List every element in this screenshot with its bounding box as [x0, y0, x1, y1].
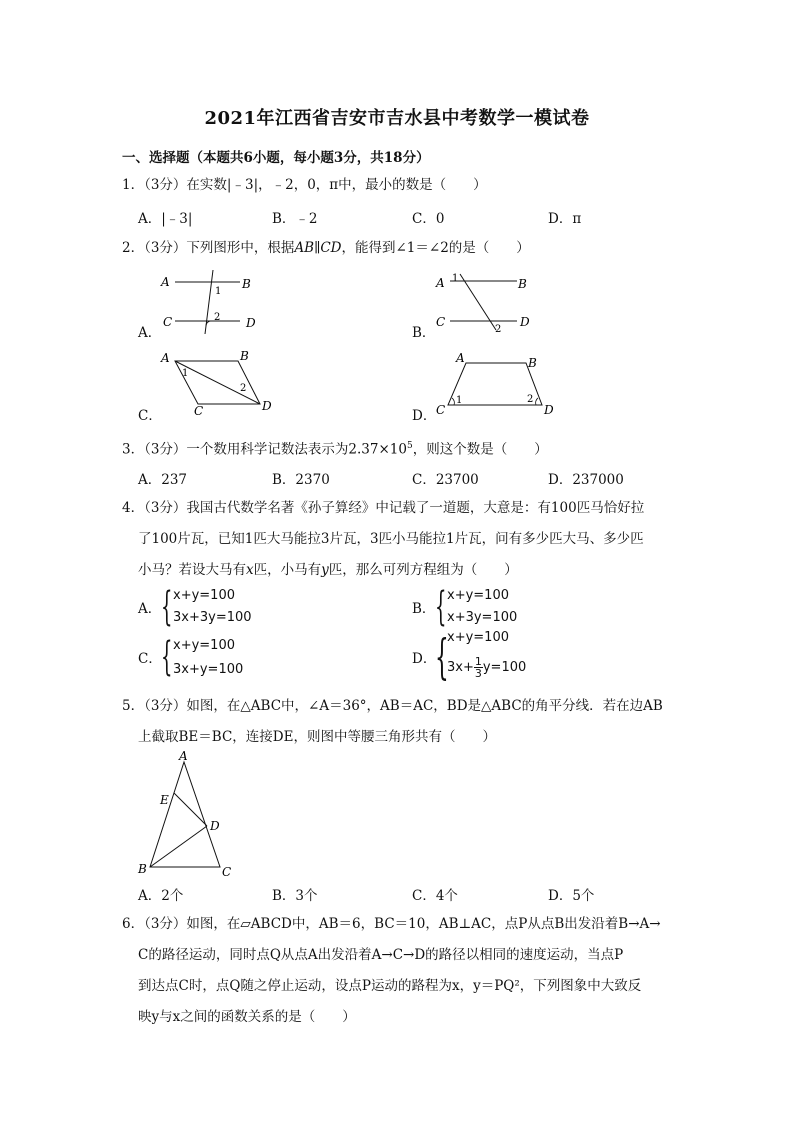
q5-line-1: 5．（3分）如图，在△ABC中，∠A＝36°，AB＝AC，BD是△ABC的角平分线．若在边AB	[122, 698, 663, 714]
q2-figure-c	[158, 348, 288, 418]
page-title: 2021年江西省吉安市吉水县中考数学一模试卷	[204, 108, 590, 129]
q4-option-a-eq1: x+y=100	[173, 588, 235, 603]
fig-d-label-c: C	[436, 403, 446, 417]
fig-c-angle-1: 1	[182, 368, 189, 379]
q1-option-a: A．|﹣3|	[138, 211, 193, 227]
q2-option-d: D．	[412, 408, 437, 424]
q4-option-a-eq2: 3x+3y=100	[173, 610, 252, 625]
q5-label-c: C	[222, 865, 232, 878]
q6-line-4: 映y与x之间的函数关系的是（ ）	[138, 1009, 356, 1025]
q2-stem-ab: AB∥CD	[294, 240, 342, 256]
fig-c-label-d: D	[262, 399, 272, 413]
q4-option-d-eq2-post: y=100	[482, 660, 527, 675]
q2-stem-pre: 2．（3分）下列图形中，根据	[122, 240, 295, 256]
q5-label-b: B	[138, 862, 147, 876]
q2-figure-d	[434, 348, 564, 418]
q4-line-1: 4．（3分）我国古代数学名著《孙子算经》中记载了一道题，大意是：有100匹马恰好拉	[122, 500, 645, 516]
q5-option-c: C．4个	[412, 888, 458, 904]
fig-b-label-d: D	[520, 315, 530, 329]
q1-stem: 1．（3分）在实数|﹣3|，﹣2，0，π中，最小的数是（ ）	[122, 177, 487, 193]
fig-a-angle-2: 2	[214, 312, 221, 323]
q3-option-a: A．237	[138, 472, 188, 488]
q4-line-2: 了100片瓦，已知1匹大马能拉3片瓦，3匹小马能拉1片瓦，问有多少匹大马、多少匹	[138, 531, 644, 547]
fig-c-label-b: B	[240, 349, 249, 363]
q4-option-a-brace: {	[161, 584, 173, 630]
q3-option-b: B．2370	[272, 472, 330, 488]
q5-option-d: D．5个	[548, 888, 595, 904]
q2-figure-b	[432, 268, 542, 338]
q4-line-3-b: 匹，小马有	[253, 562, 322, 578]
fig-a-angle-1: 1	[215, 286, 222, 297]
fig-a-label-b: B	[242, 277, 251, 291]
q4-option-c-label: C．	[138, 651, 162, 667]
q2-stem	[122, 238, 530, 258]
q4-option-b-brace: {	[435, 584, 447, 630]
fig-d-angle-1: 1	[456, 395, 463, 406]
fig-b-label-a: A	[436, 276, 445, 290]
q4-line-3	[138, 560, 518, 580]
q1-option-b: B．﹣2	[272, 211, 318, 227]
q2-option-a: A．	[138, 325, 162, 341]
q4-option-d-fraction	[474, 656, 483, 679]
q4-option-b-eq2: x+3y=100	[447, 610, 518, 625]
q5-label-e: E	[160, 793, 169, 807]
q4-option-c-eq2: 3x+y=100	[173, 662, 244, 677]
q3-stem	[122, 436, 548, 460]
q5-label-a: A	[179, 749, 188, 763]
q4-option-d-brace: {	[435, 629, 449, 685]
q6-line-3: 到达点C时，点Q随之停止运动，设点P运动的路程为x，y＝PQ²，下列图象中大致反	[138, 978, 642, 994]
q5-label-d: D	[210, 819, 220, 833]
fig-d-label-d: D	[544, 403, 554, 417]
fig-d-angle-2: 2	[527, 394, 534, 405]
q4-option-d-eq2	[447, 656, 526, 679]
fig-a-label-a: A	[161, 275, 170, 289]
q3-stem-pre: 3．（3分）一个数用科学记数法表示为2.37×10	[122, 441, 407, 458]
q1-option-d: D．π	[548, 211, 582, 227]
q4-option-d-eq2-pre: 3x+	[447, 660, 474, 675]
q6-line-2: C的路径运动，同时点Q从点A出发沿着A→C→D的路径以相同的速度运动，当点P	[138, 947, 624, 963]
q4-var-x: x	[246, 562, 254, 578]
fig-d-label-a: A	[456, 351, 465, 365]
fig-b-label-c: C	[436, 315, 446, 329]
fraction-denominator: 3	[474, 667, 482, 680]
fig-a-label-d: D	[246, 316, 256, 330]
q5-option-a: A．2个	[138, 888, 184, 904]
q4-var-y: y	[321, 562, 329, 578]
q3-option-c: C．23700	[412, 472, 479, 488]
fig-b-angle-2: 2	[495, 324, 502, 335]
q3-stem-exponent: 5	[406, 441, 413, 451]
q5-triangle-figure	[130, 748, 250, 878]
q3-stem-post: ，则这个数是（ ）	[412, 441, 548, 458]
fig-c-label-a: A	[161, 351, 170, 365]
q5-option-b: B．3个	[272, 888, 318, 904]
fig-b-angle-1: 1	[452, 273, 459, 284]
q1-option-c: C．0	[412, 211, 445, 227]
q6-line-1: 6．（3分）如图，在▱ABCD中，AB＝6，BC＝10，AB⊥AC，点P从点B出发沿着B→A→	[122, 916, 661, 932]
q2-figure-a	[155, 268, 275, 338]
q2-option-b: B．	[412, 325, 436, 341]
q4-line-3-a: 小马？若设大马有	[138, 562, 246, 578]
fig-d-label-b: B	[528, 356, 537, 370]
q4-option-b-label: B．	[412, 601, 436, 617]
q2-option-c: C．	[138, 408, 162, 424]
fig-c-angle-2: 2	[240, 383, 247, 394]
q5-line-2: 上截取BE＝BC，连接DE，则图中等腰三角形共有（ ）	[138, 729, 496, 745]
fig-a-label-c: C	[163, 315, 173, 329]
q4-option-a-label: A．	[138, 601, 162, 617]
fig-b-label-b: B	[518, 277, 527, 291]
q4-option-d-eq1: x+y=100	[447, 630, 509, 645]
q4-option-c-brace: {	[161, 634, 173, 680]
q4-option-c-eq1: x+y=100	[173, 638, 235, 653]
q3-option-d: D．237000	[548, 472, 624, 488]
q4-line-3-c: 匹，那么可列方程组为（ ）	[328, 562, 518, 578]
fraction-numerator: 1	[474, 655, 482, 668]
section-heading: 一、选择题（本题共6小题，每小题3分，共18分）	[122, 150, 430, 166]
q2-stem-post: ，能得到∠1＝∠2的是（ ）	[341, 240, 530, 256]
q4-option-b-eq1: x+y=100	[447, 588, 509, 603]
fig-c-label-c: C	[194, 404, 204, 418]
q4-option-d-label: D．	[412, 651, 437, 667]
